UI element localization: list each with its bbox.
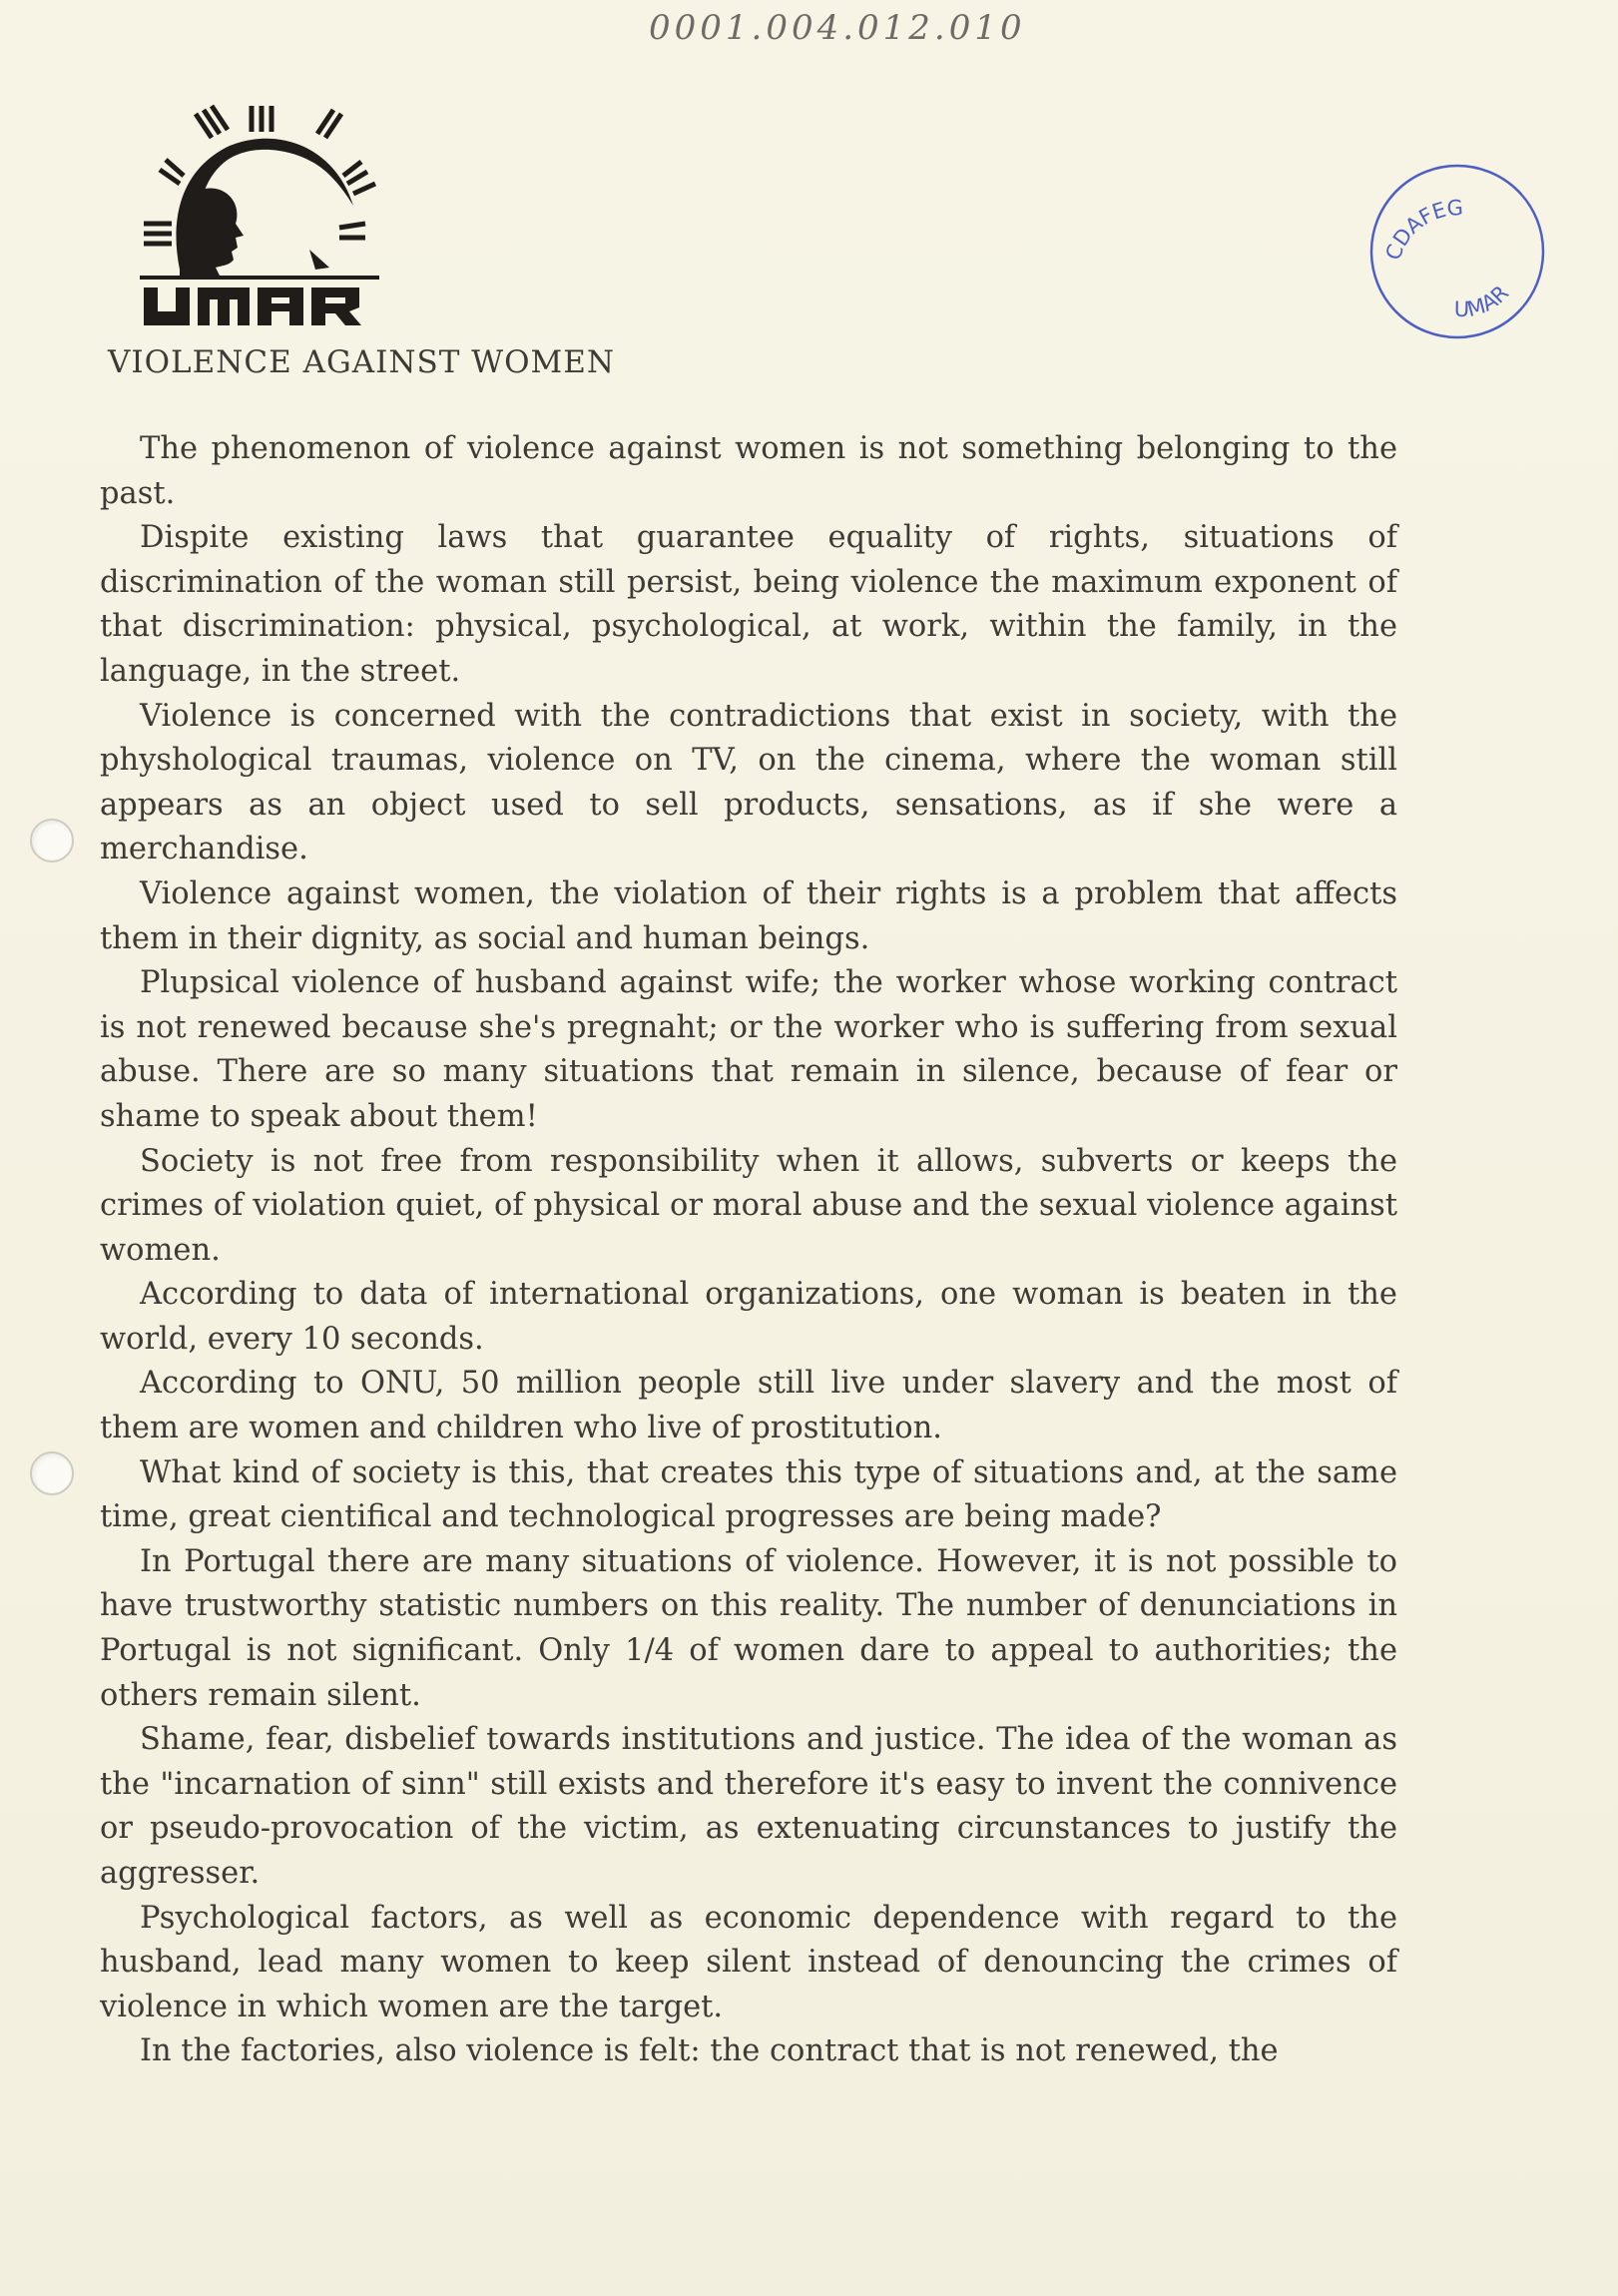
punch-hole [30,819,74,862]
paragraph: In Portugal there are many situations of violence. However, it is not possible to have trustworthy statistic numbers on this reality. The number of denunciations in Portugal is not significant. Only 1/4 of women dare to appeal to authorities; the others remain silent. [100,1543,1397,1713]
stamp-top-text: CDAFEG [1380,195,1464,264]
paragraph: According to ONU, 50 million people still live under slavery and the most of them are women and children who live of prostitution. [100,1366,1397,1446]
punch-hole [30,1451,74,1495]
paragraph: According to data of international organizations, one woman is beaten in the world, every 10 seconds. [100,1277,1397,1357]
circular-stamp-seal-icon [1365,160,1549,343]
paragraph: Psychological factors, as well as economic dependence with regard to the husband, lead many women to keep silent instead of denouncing the crimes of violence in which women are the target. [100,1900,1397,2024]
paragraph: Violence against women, the violation of their rights is a problem that affects them in their dignity, as social and human beings. [100,875,1397,956]
umar-logo [140,100,399,329]
umar-woman-profile-sun-icon [140,100,399,329]
document-title: VIOLENCE AGAINST WOMEN [108,344,616,380]
paragraph: What kind of society is this, that creates this type of situations and, at the same time, great cientifical and technological progresses are being made? [100,1454,1397,1535]
paragraph: Dispite existing laws that guarantee equality of rights, situations of discrimination of the woman still persist, being violence the maximum exponent of that discrimination: physical, psychological, at work, within the family, in the language, in the street. [100,520,1397,689]
document-body [100,427,1397,2074]
paragraph: Shame, fear, disbelief towards institutions and justice. The idea of the woman as the "incarnation of sinn" still exists and therefore it's easy to invent the connivence or pseudo-provocation of the victim, as extenuating circunstances to justify the aggresser. [100,1722,1397,1891]
paragraph: The phenomenon of violence against women is not something belonging to the past. [100,431,1397,511]
paragraph: Society is not free from responsibility when it allows, subverts or keeps the crimes of violation quiet, of physical or moral abuse and the sexual violence against women. [100,1143,1397,1268]
paragraph: In the factories, also violence is felt: the contract that is not renewed, the [140,2033,1279,2069]
stamp-bottom-text: UMAR [1453,281,1514,322]
archive-stamp [1365,160,1549,343]
paragraph: Plupsical violence of husband against wife; the worker whose working contract is not renewed because she's pregnaht; or the worker who is suffering from sexual abuse. There are so many situations that remain in silence, because of fear or shame to speak about them! [100,965,1397,1134]
archive-reference: 0001.004.012.010 [649,8,1026,48]
paragraph: Violence is concerned with the contradictions that exist in society, with the physhological traumas, violence on TV, on the cinema, where the woman still appears as an object used to sell products, sensations, as if she were a merchandise. [100,698,1397,867]
